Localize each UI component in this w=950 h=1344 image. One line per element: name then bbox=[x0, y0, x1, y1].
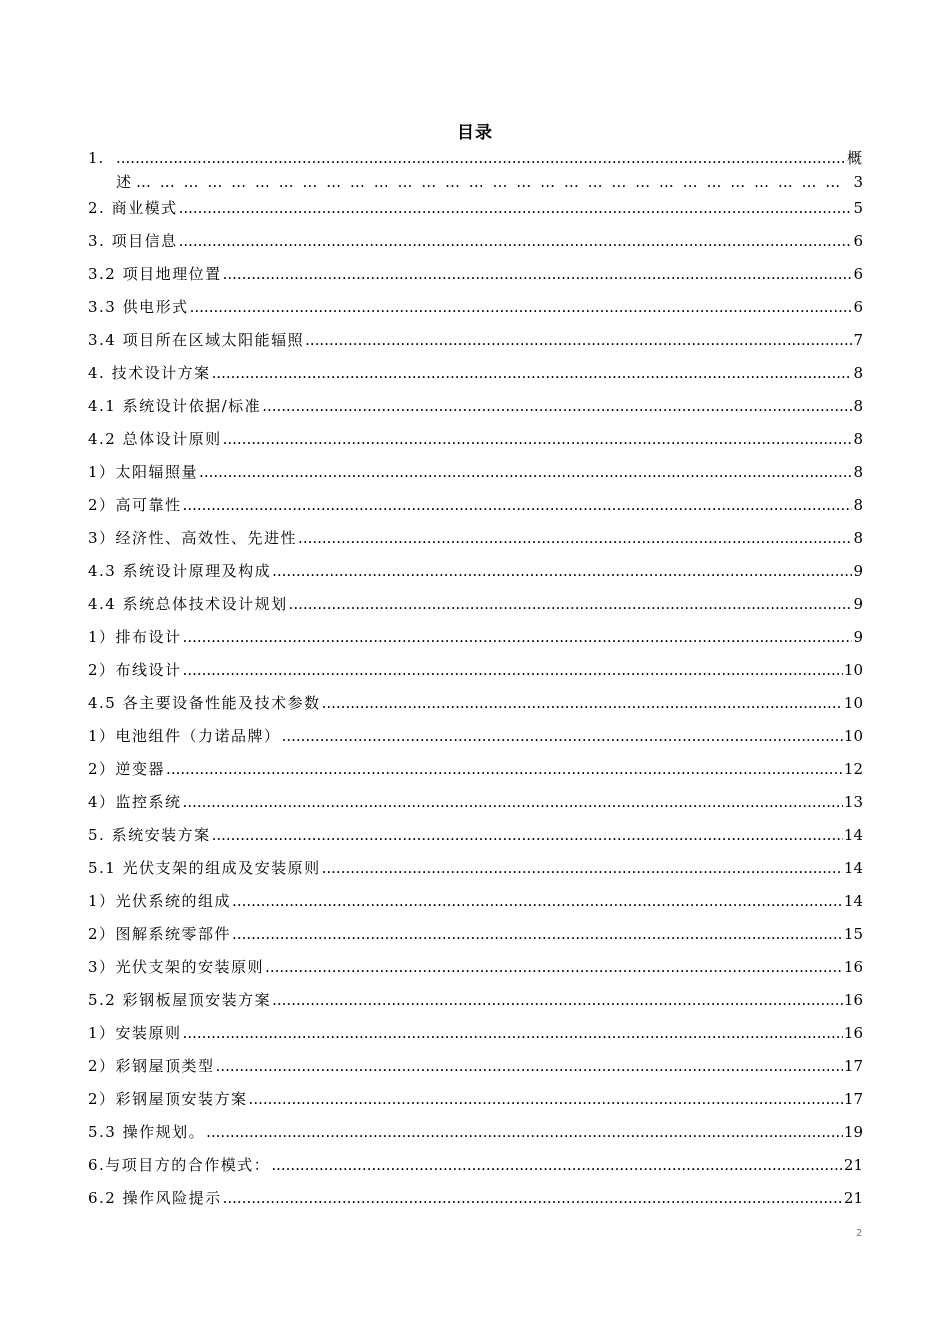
toc-entry-page: 14 bbox=[843, 859, 863, 877]
toc-entry-page: 10 bbox=[843, 727, 863, 745]
toc-dot-leader bbox=[136, 173, 845, 191]
toc-dot-leader bbox=[272, 991, 843, 1009]
toc-dot-leader bbox=[298, 529, 852, 547]
toc-entry-label: 3.4 项目所在区域太阳能辐照 bbox=[88, 331, 305, 349]
toc-entry-page: 9 bbox=[853, 562, 863, 580]
toc-dot-leader bbox=[183, 1024, 843, 1042]
toc-entry[interactable] bbox=[88, 923, 863, 956]
toc-entry-label: 1）电池组件（力诺品牌） bbox=[88, 727, 281, 745]
toc-dot-leader bbox=[212, 364, 853, 382]
toc-entry[interactable] bbox=[88, 1187, 863, 1220]
toc-entry-overview[interactable] bbox=[88, 147, 863, 197]
toc-entry-label: 4.2 总体设计原则 bbox=[88, 430, 222, 448]
toc-entry[interactable] bbox=[88, 1154, 863, 1187]
toc-entry-label: 4）监控系统 bbox=[88, 793, 182, 811]
toc-entry-page: 8 bbox=[853, 496, 863, 514]
toc-entry-label: 4.1 系统设计依据/标准 bbox=[88, 397, 262, 415]
toc-entry[interactable] bbox=[88, 1022, 863, 1055]
toc-entry-page: 9 bbox=[853, 628, 863, 646]
toc-title: 目录 bbox=[457, 123, 493, 143]
toc-entry[interactable] bbox=[88, 1088, 863, 1121]
toc-entry-label: 1）太阳辐照量 bbox=[88, 463, 199, 481]
toc-dot-leader bbox=[305, 331, 852, 349]
toc-dot-leader bbox=[216, 1057, 843, 1075]
toc-entry[interactable] bbox=[88, 329, 863, 362]
toc-entry-label: 2. 商业模式 bbox=[88, 199, 178, 217]
toc-dot-leader bbox=[179, 199, 853, 217]
table-of-contents bbox=[88, 147, 863, 1220]
toc-dot-leader bbox=[116, 149, 845, 167]
toc-entry-page: 8 bbox=[853, 364, 863, 382]
toc-dot-leader bbox=[183, 628, 853, 646]
toc-entry-label: 3）光伏支架的安装原则 bbox=[88, 958, 265, 976]
toc-entry-label: 2）逆变器 bbox=[88, 760, 166, 778]
toc-entry-label: 1）排布设计 bbox=[88, 628, 182, 646]
toc-entry[interactable] bbox=[88, 626, 863, 659]
toc-entry[interactable] bbox=[88, 824, 863, 857]
toc-entry-page: 16 bbox=[843, 991, 863, 1009]
toc-entry-page: 13 bbox=[843, 793, 863, 811]
toc-entry[interactable] bbox=[88, 956, 863, 989]
toc-entry-page: 10 bbox=[843, 661, 863, 679]
toc-entry-page: 8 bbox=[853, 397, 863, 415]
toc-entry[interactable] bbox=[88, 395, 863, 428]
toc-entry[interactable] bbox=[88, 890, 863, 923]
toc-entry-label: 2）彩钢屋顶类型 bbox=[88, 1057, 215, 1075]
toc-entry-label: 1）光伏系统的组成 bbox=[88, 892, 232, 910]
toc-entry[interactable] bbox=[88, 461, 863, 494]
toc-entry[interactable] bbox=[88, 494, 863, 527]
toc-entry-label: 3. 项目信息 bbox=[88, 232, 178, 250]
toc-dot-leader bbox=[223, 430, 853, 448]
toc-entry-page: 12 bbox=[843, 760, 863, 778]
toc-dot-leader bbox=[206, 1123, 843, 1141]
toc-dot-leader bbox=[190, 298, 853, 316]
toc-entry-label: 4.3 系统设计原理及构成 bbox=[88, 562, 272, 580]
toc-entry-label: 4.5 各主要设备性能及技术参数 bbox=[88, 694, 321, 712]
toc-entry-page: 21 bbox=[843, 1189, 863, 1207]
toc-entry[interactable] bbox=[88, 263, 863, 296]
toc-entry-page: 7 bbox=[853, 331, 863, 349]
toc-entry-label-part2: 述 bbox=[116, 173, 133, 191]
toc-dot-leader bbox=[265, 958, 843, 976]
toc-entry[interactable] bbox=[88, 197, 863, 230]
toc-dot-leader bbox=[223, 265, 853, 283]
toc-entry-label: 5.2 彩钢板屋顶安装方案 bbox=[88, 991, 272, 1009]
toc-entry[interactable] bbox=[88, 296, 863, 329]
toc-entry[interactable] bbox=[88, 758, 863, 791]
toc-entry[interactable] bbox=[88, 560, 863, 593]
toc-entry-label: 5.3 操作规划。 bbox=[88, 1123, 206, 1141]
toc-entry-label: 2）彩钢屋顶安装方案 bbox=[88, 1090, 248, 1108]
toc-entry-label: 2）图解系统零部件 bbox=[88, 925, 232, 943]
toc-entry-page: 5 bbox=[853, 199, 863, 217]
toc-entry-label: 2）布线设计 bbox=[88, 661, 182, 679]
toc-entry[interactable] bbox=[88, 1055, 863, 1088]
toc-entry-page: 10 bbox=[843, 694, 863, 712]
toc-entry-label-part1: 概 bbox=[846, 149, 863, 167]
toc-entry-page: 8 bbox=[853, 463, 863, 481]
page-number: 2 bbox=[856, 1228, 863, 1239]
toc-dot-leader bbox=[179, 232, 853, 250]
toc-entry[interactable] bbox=[88, 725, 863, 758]
toc-entry-label: 3.3 供电形式 bbox=[88, 298, 189, 316]
toc-entry-page: 6 bbox=[853, 265, 863, 283]
toc-dot-leader bbox=[199, 463, 852, 481]
toc-entry[interactable] bbox=[88, 989, 863, 1022]
toc-entry-label: 3）经济性、高效性、先进性 bbox=[88, 529, 298, 547]
toc-dot-leader bbox=[271, 1156, 843, 1174]
toc-entry-page: 16 bbox=[843, 1024, 863, 1042]
toc-entry-page: 6 bbox=[853, 298, 863, 316]
toc-entry[interactable] bbox=[88, 428, 863, 461]
toc-dot-leader bbox=[183, 661, 843, 679]
toc-entry-label: 6.2 操作风险提示 bbox=[88, 1189, 222, 1207]
toc-entry-label: 6.与项目方的合作模式： bbox=[88, 1156, 271, 1174]
toc-dot-leader bbox=[322, 859, 843, 877]
toc-entry[interactable] bbox=[88, 230, 863, 263]
toc-entry-page: 14 bbox=[843, 826, 863, 844]
toc-entry-page: 9 bbox=[853, 595, 863, 613]
toc-entry-page: 17 bbox=[843, 1090, 863, 1108]
toc-entry-page: 8 bbox=[853, 430, 863, 448]
toc-entry-label: 3.2 项目地理位置 bbox=[88, 265, 222, 283]
toc-dot-leader bbox=[272, 562, 852, 580]
toc-entry[interactable] bbox=[88, 659, 863, 692]
toc-entry-label: 5.1 光伏支架的组成及安装原则 bbox=[88, 859, 321, 877]
toc-dot-leader bbox=[322, 694, 843, 712]
toc-dot-leader bbox=[262, 397, 852, 415]
toc-entry-label: 5. 系统安装方案 bbox=[88, 826, 211, 844]
toc-entry[interactable] bbox=[88, 791, 863, 824]
toc-entry-page: 19 bbox=[843, 1123, 863, 1141]
toc-entry-label: 4.4 系统总体技术设计规划 bbox=[88, 595, 288, 613]
toc-dot-leader bbox=[282, 727, 843, 745]
toc-entry-page: 15 bbox=[843, 925, 863, 943]
toc-dot-leader bbox=[166, 760, 843, 778]
toc-entry-number: 1. bbox=[88, 149, 105, 167]
toc-entry[interactable] bbox=[88, 593, 863, 626]
toc-entry-page: 8 bbox=[853, 529, 863, 547]
toc-entry-page: 14 bbox=[843, 892, 863, 910]
toc-entry-page: 6 bbox=[853, 232, 863, 250]
toc-entry-label: 2）高可靠性 bbox=[88, 496, 182, 514]
toc-entry-page: 21 bbox=[843, 1156, 863, 1174]
toc-dot-leader bbox=[183, 496, 853, 514]
toc-dot-leader bbox=[249, 1090, 843, 1108]
toc-entry-page: 17 bbox=[843, 1057, 863, 1075]
toc-dot-leader bbox=[212, 826, 843, 844]
toc-dot-leader bbox=[232, 925, 843, 943]
toc-entry-label: 1）安装原则 bbox=[88, 1024, 182, 1042]
toc-entry[interactable] bbox=[88, 692, 863, 725]
toc-entry-label: 4. 技术设计方案 bbox=[88, 364, 211, 382]
toc-entry[interactable] bbox=[88, 527, 863, 560]
toc-entry[interactable] bbox=[88, 857, 863, 890]
toc-dot-leader bbox=[183, 793, 843, 811]
toc-entry-page: 3 bbox=[853, 173, 863, 191]
toc-entry-page: 16 bbox=[843, 958, 863, 976]
toc-entry[interactable] bbox=[88, 362, 863, 395]
toc-entry[interactable] bbox=[88, 1121, 863, 1154]
toc-dot-leader bbox=[232, 892, 843, 910]
toc-dot-leader bbox=[289, 595, 853, 613]
toc-dot-leader bbox=[223, 1189, 843, 1207]
